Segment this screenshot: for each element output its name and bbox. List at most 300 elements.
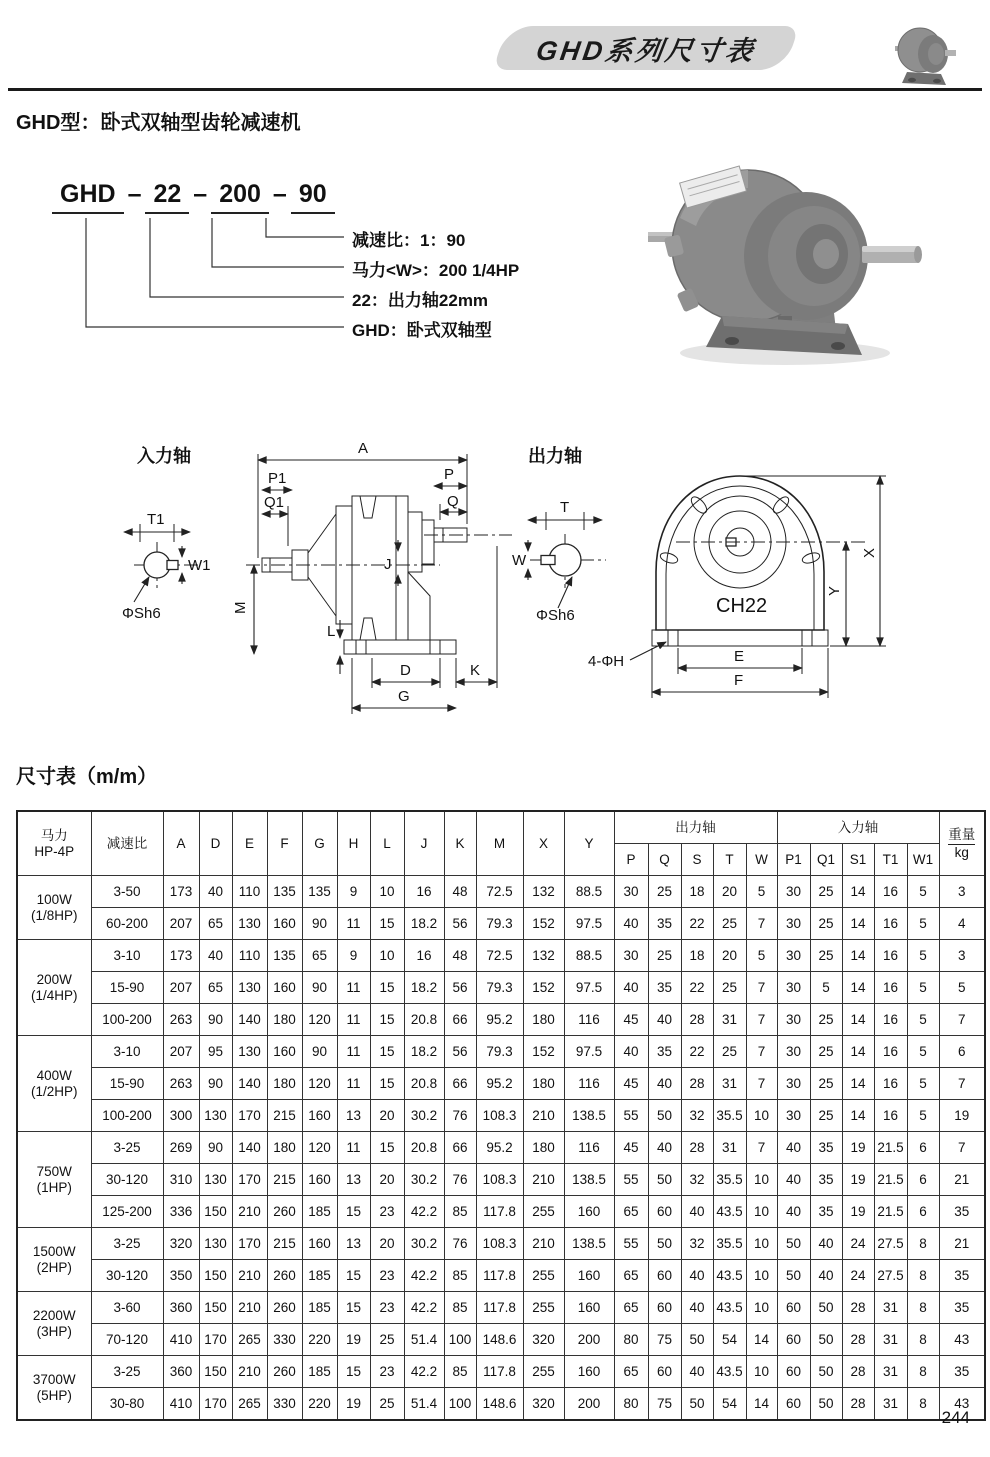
table-cell: 120 (302, 1132, 337, 1164)
table-cell: 152 (523, 972, 564, 1004)
table-cell: 25 (713, 908, 746, 940)
table-cell: 14 (842, 876, 874, 908)
table-cell: 135 (267, 940, 302, 972)
table-cell: 60 (777, 1324, 810, 1356)
table-cell: 48 (444, 876, 476, 908)
table-cell: 51.4 (404, 1324, 444, 1356)
table-cell: 116 (564, 1004, 614, 1036)
table-cell: 19 (842, 1164, 874, 1196)
ratio-cell: 70-120 (91, 1324, 163, 1356)
table-cell: 130 (199, 1100, 232, 1132)
table-cell: 14 (842, 1036, 874, 1068)
table-cell: 85 (444, 1292, 476, 1324)
table-cell: 3 (939, 876, 985, 908)
table-cell: 40 (681, 1196, 713, 1228)
table-cell: 30.2 (404, 1164, 444, 1196)
table-cell: 215 (267, 1228, 302, 1260)
table-cell: 40 (681, 1260, 713, 1292)
header-band-title: GHD系列尺寸表 (533, 35, 758, 66)
power-hp: (1/2HP) (30, 1083, 78, 1099)
table-cell: 15 (337, 1356, 370, 1388)
table-cell: 13 (337, 1100, 370, 1132)
table-cell: 360 (163, 1292, 199, 1324)
power-cell (17, 940, 91, 1036)
table-cell: 19 (337, 1324, 370, 1356)
col-header-weight-line1: 重量 (948, 827, 975, 844)
table-cell: 210 (232, 1356, 267, 1388)
col-header-H: H (337, 811, 370, 876)
table-header-row-1 (17, 811, 985, 844)
table-cell: 79.3 (476, 1036, 523, 1068)
legend-type: GHD：卧式双轴型 (352, 321, 492, 340)
table-cell: 255 (523, 1260, 564, 1292)
table-cell: 31 (874, 1356, 907, 1388)
table-cell: 160 (302, 1228, 337, 1260)
table-cell: 18.2 (404, 972, 444, 1004)
table-cell: 65 (614, 1356, 648, 1388)
table-cell: 10 (370, 876, 404, 908)
table-cell: 54 (713, 1324, 746, 1356)
table-cell: 180 (267, 1068, 302, 1100)
table-cell: 150 (199, 1356, 232, 1388)
table-cell: 45 (614, 1132, 648, 1164)
table-cell: 13 (337, 1228, 370, 1260)
table-cell: 160 (302, 1164, 337, 1196)
table-cell: 9 (337, 876, 370, 908)
table-cell: 20 (370, 1164, 404, 1196)
header-band (493, 26, 799, 70)
table-cell: 148.6 (476, 1324, 523, 1356)
page-number: 244 (941, 1408, 970, 1427)
table-cell: 10 (370, 940, 404, 972)
table-cell: 60 (777, 1292, 810, 1324)
table-cell: 50 (681, 1324, 713, 1356)
table-cell: 170 (199, 1324, 232, 1356)
table-cell: 56 (444, 972, 476, 1004)
table-cell: 108.3 (476, 1228, 523, 1260)
table-cell: 54 (713, 1388, 746, 1421)
table-cell: 360 (163, 1356, 199, 1388)
table-cell: 40 (614, 972, 648, 1004)
dim-label-J: J (384, 556, 392, 573)
table-cell: 140 (232, 1004, 267, 1036)
table-cell: 35.5 (713, 1228, 746, 1260)
ratio-cell: 3-25 (91, 1228, 163, 1260)
table-cell: 173 (163, 940, 199, 972)
table-cell: 350 (163, 1260, 199, 1292)
table-cell: 66 (444, 1068, 476, 1100)
table-row (17, 1004, 985, 1036)
power-hp: (1HP) (36, 1179, 72, 1195)
col-header-power-line1: 马力 (40, 828, 68, 844)
table-cell: 20.8 (404, 1068, 444, 1100)
table-cell: 220 (302, 1324, 337, 1356)
dim-label-T1: T1 (147, 511, 165, 528)
dimension-table (16, 810, 986, 1421)
table-cell: 265 (232, 1388, 267, 1421)
table-cell: 170 (232, 1100, 267, 1132)
ratio-cell: 100-200 (91, 1100, 163, 1132)
table-cell: 10 (746, 1292, 777, 1324)
table-cell: 35 (939, 1292, 985, 1324)
table-cell: 5 (746, 876, 777, 908)
table-cell: 138.5 (564, 1164, 614, 1196)
table-cell: 11 (337, 1004, 370, 1036)
table-cell: 6 (907, 1132, 939, 1164)
table-cell: 135 (302, 876, 337, 908)
table-row (17, 1100, 985, 1132)
table-cell: 76 (444, 1228, 476, 1260)
table-cell: 22 (681, 1036, 713, 1068)
power-value: 200W (36, 972, 72, 988)
table-row (17, 972, 985, 1004)
table-cell: 42.2 (404, 1292, 444, 1324)
table-cell: 28 (681, 1004, 713, 1036)
table-cell: 255 (523, 1292, 564, 1324)
table-cell: 7 (746, 1036, 777, 1068)
table-cell: 30.2 (404, 1100, 444, 1132)
table-cell: 117.8 (476, 1356, 523, 1388)
table-cell: 25 (810, 908, 842, 940)
table-cell: 16 (874, 1100, 907, 1132)
power-value: 2200W (32, 1308, 76, 1324)
table-cell: 35 (648, 972, 681, 1004)
table-row (17, 1164, 985, 1196)
table-cell: 185 (302, 1196, 337, 1228)
table-cell: 28 (842, 1388, 874, 1421)
model-code-ratio: 90 (291, 180, 335, 214)
table-cell: 263 (163, 1004, 199, 1036)
dim-label-D: D (400, 662, 411, 679)
ratio-cell: 3-25 (91, 1356, 163, 1388)
table-cell: 25 (713, 1036, 746, 1068)
table-cell: 11 (337, 972, 370, 1004)
ratio-cell: 60-200 (91, 908, 163, 940)
col-header-P1: P1 (777, 844, 810, 876)
power-cell (17, 1356, 91, 1421)
end-view-model: CH22 (716, 595, 768, 617)
table-cell: 14 (842, 1004, 874, 1036)
power-cell (17, 876, 91, 940)
dim-label-A: A (358, 440, 369, 457)
power-value: 750W (36, 1164, 72, 1180)
dim-label-M: M (232, 601, 249, 614)
table-cell: 15 (370, 972, 404, 1004)
table-cell: 180 (267, 1004, 302, 1036)
product-photo (630, 148, 950, 373)
table-cell: 16 (874, 908, 907, 940)
ratio-cell: 125-200 (91, 1196, 163, 1228)
table-cell: 60 (777, 1388, 810, 1421)
table-cell: 200 (564, 1324, 614, 1356)
table-cell: 72.5 (476, 876, 523, 908)
side-view-drawing (232, 440, 512, 714)
table-cell: 160 (267, 1036, 302, 1068)
dim-label-phi-sh6-output: ΦSh6 (536, 607, 575, 624)
table-cell: 8 (907, 1228, 939, 1260)
table-cell: 16 (874, 972, 907, 1004)
model-code-prefix: GHD (52, 180, 124, 214)
ratio-cell: 100-200 (91, 1004, 163, 1036)
table-cell: 185 (302, 1292, 337, 1324)
table-cell: 210 (523, 1100, 564, 1132)
table-cell: 75 (648, 1388, 681, 1421)
col-header-Q: Q (648, 844, 681, 876)
table-cell: 7 (746, 1132, 777, 1164)
table-cell: 28 (842, 1292, 874, 1324)
table-cell: 21 (939, 1228, 985, 1260)
dim-label-W: W (512, 552, 527, 569)
table-cell: 35 (648, 908, 681, 940)
dim-label-G: G (398, 688, 410, 705)
dim-label-W1: W1 (188, 557, 211, 574)
table-cell: 40 (777, 1196, 810, 1228)
table-cell: 22 (681, 972, 713, 1004)
table-cell: 90 (302, 972, 337, 1004)
table-cell: 35 (648, 1036, 681, 1068)
table-row (17, 940, 985, 972)
table-cell: 10 (746, 1196, 777, 1228)
table-cell: 25 (370, 1324, 404, 1356)
table-cell: 210 (523, 1164, 564, 1196)
table-cell: 185 (302, 1260, 337, 1292)
table-cell: 7 (939, 1068, 985, 1100)
table-cell: 130 (199, 1228, 232, 1260)
model-code-dash: – (127, 180, 142, 208)
table-cell: 5 (907, 908, 939, 940)
table-cell: 97.5 (564, 972, 614, 1004)
table-cell: 31 (713, 1132, 746, 1164)
table-cell: 25 (810, 1068, 842, 1100)
table-cell: 14 (746, 1324, 777, 1356)
table-cell: 16 (874, 876, 907, 908)
dim-label-K: K (470, 662, 481, 679)
table-cell: 117.8 (476, 1292, 523, 1324)
table-cell: 97.5 (564, 1036, 614, 1068)
table-cell: 410 (163, 1388, 199, 1421)
table-cell: 150 (199, 1292, 232, 1324)
table-cell: 25 (810, 876, 842, 908)
table-cell: 320 (523, 1324, 564, 1356)
table-cell: 330 (267, 1324, 302, 1356)
table-cell: 60 (648, 1356, 681, 1388)
table-cell: 140 (232, 1068, 267, 1100)
table-cell: 108.3 (476, 1164, 523, 1196)
ratio-cell: 3-60 (91, 1292, 163, 1324)
table-cell: 24 (842, 1260, 874, 1292)
table-cell: 28 (681, 1068, 713, 1100)
table-cell: 5 (907, 1004, 939, 1036)
power-cell (17, 1132, 91, 1228)
table-cell: 95 (199, 1036, 232, 1068)
power-value: 1500W (32, 1244, 76, 1260)
legend-ratio: 减速比：1：90 (352, 231, 466, 250)
table-cell: 90 (199, 1132, 232, 1164)
output-shaft-label: 出力轴 (528, 446, 582, 466)
ratio-cell: 15-90 (91, 1068, 163, 1100)
table-cell: 310 (163, 1164, 199, 1196)
table-cell: 25 (810, 940, 842, 972)
table-cell: 79.3 (476, 972, 523, 1004)
table-cell: 18 (681, 876, 713, 908)
table-cell: 5 (810, 972, 842, 1004)
table-cell: 148.6 (476, 1388, 523, 1421)
power-hp: (3HP) (36, 1323, 72, 1339)
table-cell: 35.5 (713, 1164, 746, 1196)
table-cell: 110 (232, 876, 267, 908)
col-header-S: S (681, 844, 713, 876)
table-cell: 207 (163, 1036, 199, 1068)
power-hp: (5HP) (36, 1387, 72, 1403)
table-cell: 117.8 (476, 1196, 523, 1228)
table-cell: 152 (523, 908, 564, 940)
page-title: GHD型：卧式双轴型齿轮减速机 (16, 112, 301, 134)
table-cell: 35 (939, 1260, 985, 1292)
dim-label-P1: P1 (268, 470, 287, 487)
table-cell: 8 (907, 1324, 939, 1356)
table-cell: 90 (199, 1068, 232, 1100)
ratio-cell: 30-80 (91, 1388, 163, 1421)
col-header-weight (939, 811, 985, 876)
col-group-output-shaft: 出力轴 (614, 811, 777, 844)
table-cell: 30 (777, 1100, 810, 1132)
table-cell: 20.8 (404, 1132, 444, 1164)
table-cell: 150 (199, 1196, 232, 1228)
table-cell: 42.2 (404, 1356, 444, 1388)
dim-label-4-phi-h: 4-ΦH (588, 653, 625, 670)
dim-label-X: X (861, 547, 878, 558)
table-cell: 220 (302, 1388, 337, 1421)
table-cell: 260 (267, 1196, 302, 1228)
table-cell: 255 (523, 1196, 564, 1228)
table-cell: 16 (874, 1004, 907, 1036)
table-cell: 16 (404, 876, 444, 908)
table-cell: 7 (939, 1004, 985, 1036)
table-cell: 116 (564, 1068, 614, 1100)
table-cell: 15 (337, 1292, 370, 1324)
table-cell: 265 (232, 1324, 267, 1356)
col-header-P: P (614, 844, 648, 876)
table-cell: 15 (370, 1068, 404, 1100)
table-cell: 14 (842, 908, 874, 940)
table-cell: 66 (444, 1004, 476, 1036)
table-cell: 65 (199, 972, 232, 1004)
table-cell: 5 (907, 940, 939, 972)
table-cell: 18.2 (404, 1036, 444, 1068)
table-cell: 20 (713, 876, 746, 908)
table-cell: 5 (907, 1036, 939, 1068)
table-cell: 90 (302, 908, 337, 940)
table-cell: 10 (746, 1100, 777, 1132)
table-cell: 28 (842, 1356, 874, 1388)
table-cell: 50 (810, 1292, 842, 1324)
table-cell: 40 (614, 1036, 648, 1068)
table-cell: 66 (444, 1132, 476, 1164)
col-group-input-shaft: 入力轴 (777, 811, 939, 844)
table-cell: 260 (267, 1292, 302, 1324)
table-cell: 30 (777, 908, 810, 940)
table-cell: 140 (232, 1132, 267, 1164)
table-cell: 40 (648, 1004, 681, 1036)
table-cell: 130 (199, 1164, 232, 1196)
table-cell: 130 (232, 972, 267, 1004)
dim-label-phi-sh6-input: ΦSh6 (122, 605, 161, 622)
table-cell: 25 (648, 876, 681, 908)
table-cell: 150 (199, 1260, 232, 1292)
table-cell: 50 (648, 1100, 681, 1132)
table-cell: 15 (370, 1004, 404, 1036)
table-cell: 35 (810, 1164, 842, 1196)
ratio-cell: 15-90 (91, 972, 163, 1004)
table-row (17, 1260, 985, 1292)
table-cell: 152 (523, 1036, 564, 1068)
ratio-cell: 30-120 (91, 1260, 163, 1292)
table-cell: 10 (746, 1228, 777, 1260)
table-cell: 130 (232, 908, 267, 940)
col-header-W: W (746, 844, 777, 876)
table-cell: 20 (370, 1228, 404, 1260)
table-cell: 50 (777, 1228, 810, 1260)
table-cell: 10 (746, 1356, 777, 1388)
table-cell: 336 (163, 1196, 199, 1228)
table-cell: 25 (810, 1036, 842, 1068)
table-cell: 15 (370, 908, 404, 940)
table-cell: 14 (746, 1388, 777, 1421)
table-cell: 43.5 (713, 1196, 746, 1228)
table-cell: 215 (267, 1100, 302, 1132)
dim-label-F: F (734, 672, 744, 689)
ratio-cell: 3-10 (91, 1036, 163, 1068)
dim-label-Q: Q (447, 493, 459, 510)
table-cell: 170 (199, 1388, 232, 1421)
col-header-T1: T1 (874, 844, 907, 876)
table-cell: 51.4 (404, 1388, 444, 1421)
table-cell: 15 (370, 1132, 404, 1164)
table-cell: 170 (232, 1228, 267, 1260)
table-cell: 80 (614, 1324, 648, 1356)
table-cell: 10 (746, 1260, 777, 1292)
table-cell: 30 (777, 876, 810, 908)
model-code-shaft: 22 (145, 180, 189, 214)
table-cell: 210 (232, 1260, 267, 1292)
table-cell: 330 (267, 1388, 302, 1421)
table-cell: 75 (648, 1324, 681, 1356)
table-cell: 6 (939, 1036, 985, 1068)
table-cell: 25 (810, 1004, 842, 1036)
table-cell: 10 (746, 1164, 777, 1196)
table-cell: 18.2 (404, 908, 444, 940)
table-cell: 76 (444, 1164, 476, 1196)
table-cell: 260 (267, 1356, 302, 1388)
table-cell: 60 (648, 1292, 681, 1324)
table-cell: 60 (648, 1260, 681, 1292)
table-cell: 23 (370, 1260, 404, 1292)
col-header-weight-line2: kg (954, 844, 969, 860)
col-header-A: A (163, 811, 199, 876)
table-cell: 138.5 (564, 1100, 614, 1132)
table-cell: 85 (444, 1196, 476, 1228)
table-cell: 8 (907, 1356, 939, 1388)
col-header-Q1: Q1 (810, 844, 842, 876)
table-cell: 50 (810, 1388, 842, 1421)
table-cell: 210 (523, 1228, 564, 1260)
power-value: 100W (36, 892, 72, 908)
table-cell: 95.2 (476, 1132, 523, 1164)
table-cell: 207 (163, 908, 199, 940)
table-cell: 263 (163, 1068, 199, 1100)
table-caption: 尺寸表（m/m） (16, 766, 158, 788)
table-cell: 14 (842, 1068, 874, 1100)
